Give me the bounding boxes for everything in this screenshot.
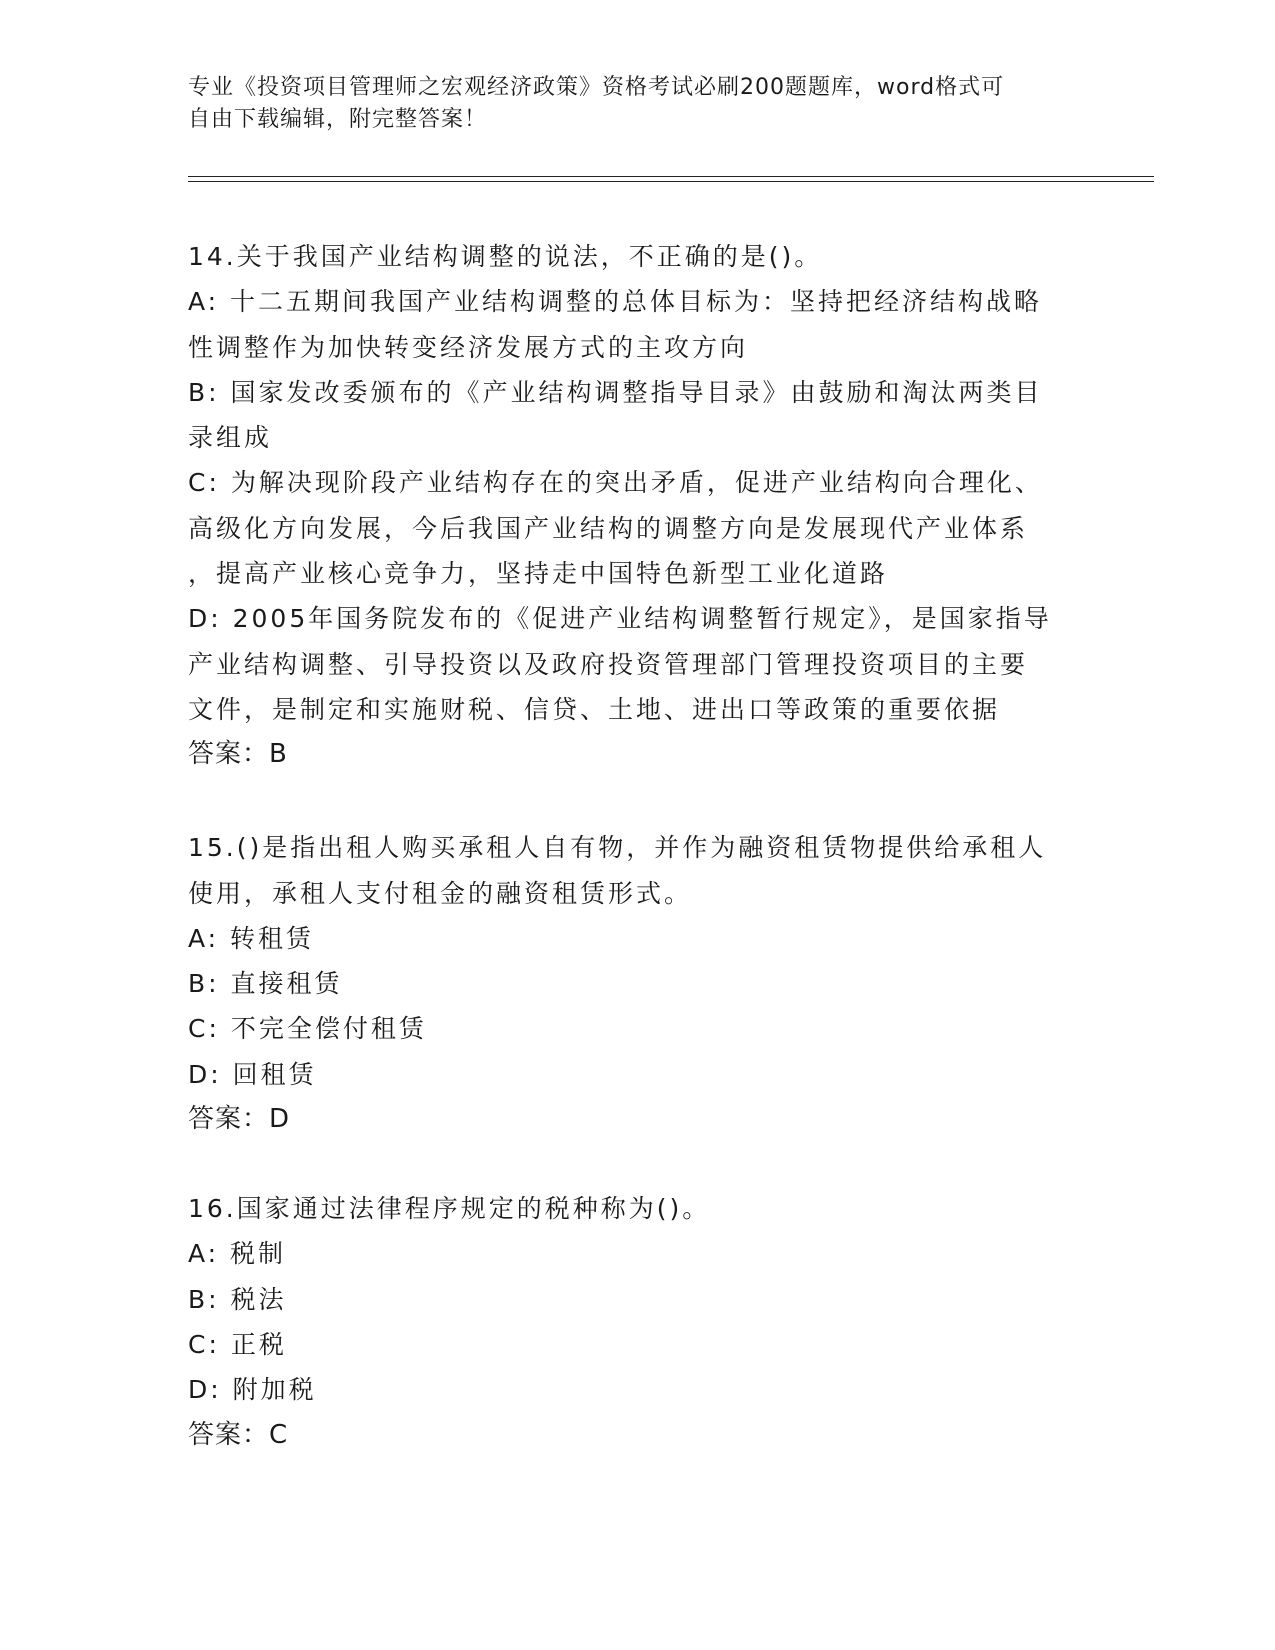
question-15-option-b: B: 直接租赁 bbox=[188, 969, 343, 999]
question-16-option-b: B: 税法 bbox=[188, 1284, 287, 1314]
question-14-option-d-line-1: D: 2005年国务院发布的《促进产业结构调整暂行规定》，是国家指导 bbox=[188, 604, 1052, 634]
question-15-option-c: C: 不完全偿付租赁 bbox=[188, 1014, 427, 1044]
header-divider-bottom bbox=[188, 181, 1154, 182]
header-line-1: 专业《投资项目管理师之宏观经济政策》资格考试必刷200题题库，word格式可 bbox=[188, 75, 1005, 100]
question-16-option-a: A: 税制 bbox=[188, 1239, 287, 1269]
question-15-answer: 答案：D bbox=[188, 1104, 291, 1135]
question-list bbox=[188, 234, 1088, 1458]
question-16-option-d: D: 附加税 bbox=[188, 1375, 317, 1405]
question-14-option-a-line-2: 性调整作为加快转变经济发展方式的主攻方向 bbox=[188, 332, 749, 362]
question-16-option-c: C: 正税 bbox=[188, 1329, 287, 1359]
question-15-text-line-2: 使用，承租人支付租金的融资租赁形式。 bbox=[188, 878, 693, 908]
question-15-option-d: D: 回租赁 bbox=[188, 1059, 317, 1089]
question-16-text: 16.国家通过法律程序规定的税种称为()。 bbox=[188, 1194, 711, 1224]
question-14 bbox=[188, 234, 1088, 777]
header-divider-top bbox=[188, 176, 1154, 177]
question-14-option-d-line-2: 产业结构调整、引导投资以及政府投资管理部门管理投资项目的主要 bbox=[188, 649, 1029, 679]
question-14-option-b-line-2: 录组成 bbox=[188, 423, 273, 453]
question-14-option-b-line-1: B: 国家发改委颁布的《产业结构调整指导目录》由鼓励和淘汰两类目 bbox=[188, 377, 1043, 407]
header-line-2: 自由下载编辑，附完整答案！ bbox=[188, 107, 488, 132]
document-header bbox=[188, 72, 1088, 136]
question-15-text-line-1: 15.()是指出租人购买承租人自有物，并作为融资租赁物提供给承租人 bbox=[188, 833, 1047, 863]
question-15 bbox=[188, 825, 1088, 1142]
question-14-option-d-line-3: 文件，是制定和实施财税、信贷、土地、进出口等政策的重要依据 bbox=[188, 694, 1001, 724]
question-15-option-a: A: 转租赁 bbox=[188, 923, 315, 953]
question-16 bbox=[188, 1186, 1088, 1457]
question-16-answer: 答案：C bbox=[188, 1419, 289, 1450]
question-14-answer: 答案：B bbox=[188, 739, 288, 770]
question-14-option-c-line-3: ，提高产业核心竞争力，坚持走中国特色新型工业化道路 bbox=[188, 559, 889, 589]
question-14-option-a-line-1: A: 十二五期间我国产业结构调整的总体目标为：坚持把经济结构战略 bbox=[188, 287, 1043, 317]
question-14-option-c-line-2: 高级化方向发展，今后我国产业结构的调整方向是发展现代产业体系 bbox=[188, 513, 1029, 543]
question-14-text: 14.关于我国产业结构调整的说法，不正确的是()。 bbox=[188, 242, 823, 271]
question-14-option-c-line-1: C: 为解决现阶段产业结构存在的突出矛盾，促进产业结构向合理化、 bbox=[188, 468, 1043, 498]
